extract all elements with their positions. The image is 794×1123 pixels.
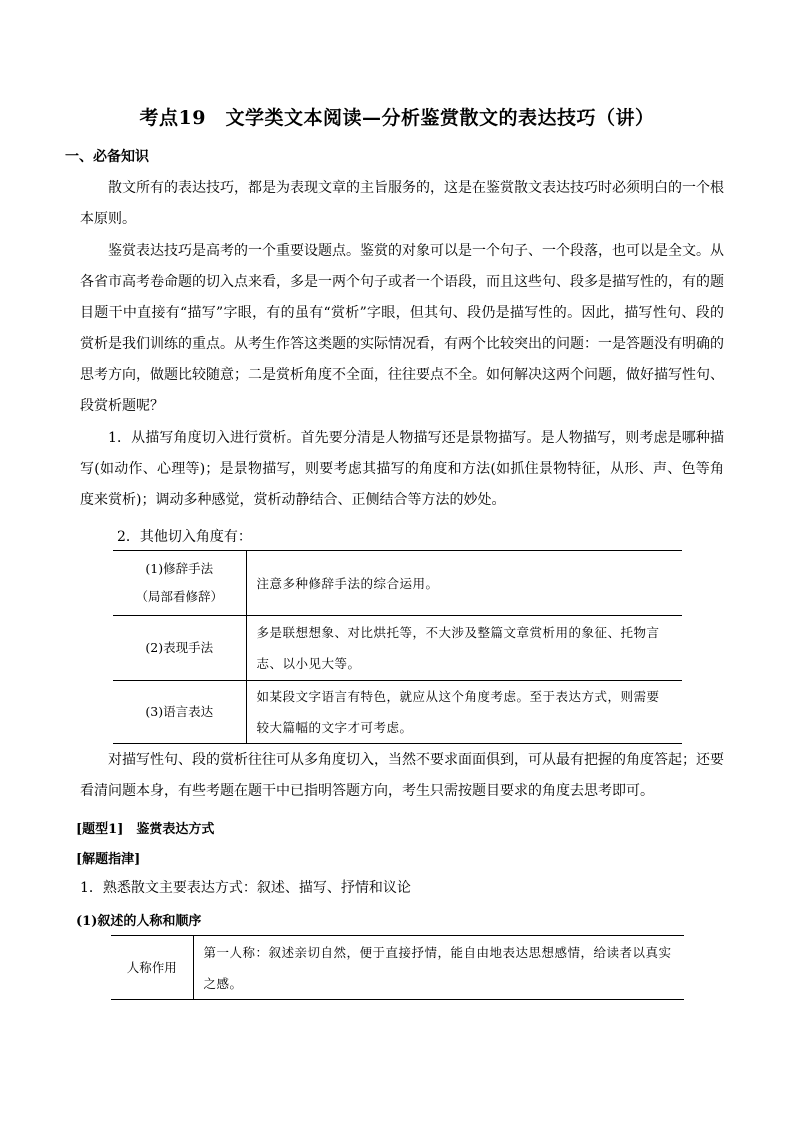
row-label: (3)语言表达 <box>113 681 246 744</box>
table-row <box>113 681 682 744</box>
table-row <box>111 936 684 1000</box>
paragraph-principle: 散文所有的表达技巧，都是为表现文章的主旨服务的，这是在鉴赏散文表达技巧时必须明白的一个根本原则。 <box>80 180 724 227</box>
narration-table <box>111 935 684 1000</box>
row-sublabel: （局部看修辞） <box>135 589 223 604</box>
row-text: 多是联想想象、对比烘托等，不大涉及整篇文章赏析用的象征、托物言志、以小见大等。 <box>246 616 682 681</box>
techniques-table <box>113 550 682 744</box>
sub-heading-narration: (1)叙述的人称和顺序 <box>76 914 202 929</box>
paragraph-other-angles: 2．其他切入角度有： <box>117 529 252 545</box>
row-text: 如某段文字语言有特色，就应从这个角度考虑。至于表达方式，则需要较大篇幅的文字才可考虑。 <box>246 681 682 744</box>
page-title: 考点19 文学类文本阅读—分析鉴赏散文的表达技巧（讲） <box>139 107 655 129</box>
section-heading-knowledge: 一、必备知识 <box>65 149 149 165</box>
type1-heading: [题型1] 鉴赏表达方式 <box>76 822 215 837</box>
row-text: 注意多种修辞手法的综合运用。 <box>246 551 682 616</box>
guide-heading: [解题指津] <box>76 852 141 867</box>
row-text: 第一人称：叙述亲切自然，便于直接抒情，能自由地表达思想感情，给读者以真实之感。 <box>193 936 684 1000</box>
table-label-cell <box>113 551 246 616</box>
row-label: 人称作用 <box>111 936 193 1000</box>
row-label: (2)表现手法 <box>113 616 246 681</box>
guide-item-expression-methods: 1．熟悉散文主要表达方式：叙述、描写、抒情和议论 <box>80 880 411 896</box>
row-label: (1)修辞手法 <box>145 561 214 576</box>
paragraph-description-angle: 1．从描写角度切入进行赏析。首先要分清是人物描写还是景物描写。是人物描写，则考虑是哪种描写(如动作、心理等)；是景物描写，则要考虑其描写的角度和方法(如抓住景物特征，从形、声、色等角度来赏析)；调动多种感觉，赏析动静结合、正侧结合等方法的妙处。 <box>80 430 724 508</box>
table-row <box>113 551 682 616</box>
table-row <box>113 616 682 681</box>
paragraph-appreciation: 鉴赏表达技巧是高考的一个重要设题点。鉴赏的对象可以是一个句子、一个段落，也可以是全文。从各省市高考卷命题的切入点来看，多是一两个句子或者一个语段，而且这些句、段多是描写性的，有的题目题干中直接有“描写”字眼，有的虽有“赏析”字眼，但其句、段仍是描写性的。因此，描写性句、段的赏析是我们训练的重点。从考生作答这类题的实际情况看，有两个比较突出的问题：一是答题没有明确的思考方向，做题比较随意；二是赏析角度不全面，往往要点不全。如何解决这两个问题，做好描写性句、段赏析题呢？ <box>80 243 724 414</box>
paragraph-multi-angle: 对描写性句、段的赏析往往可从多角度切入，当然不要求面面俱到，可从最有把握的角度答起；还要看清问题本身，有些考题在题干中已指明答题方向，考生只需按题目要求的角度去思考即可。 <box>80 752 724 799</box>
